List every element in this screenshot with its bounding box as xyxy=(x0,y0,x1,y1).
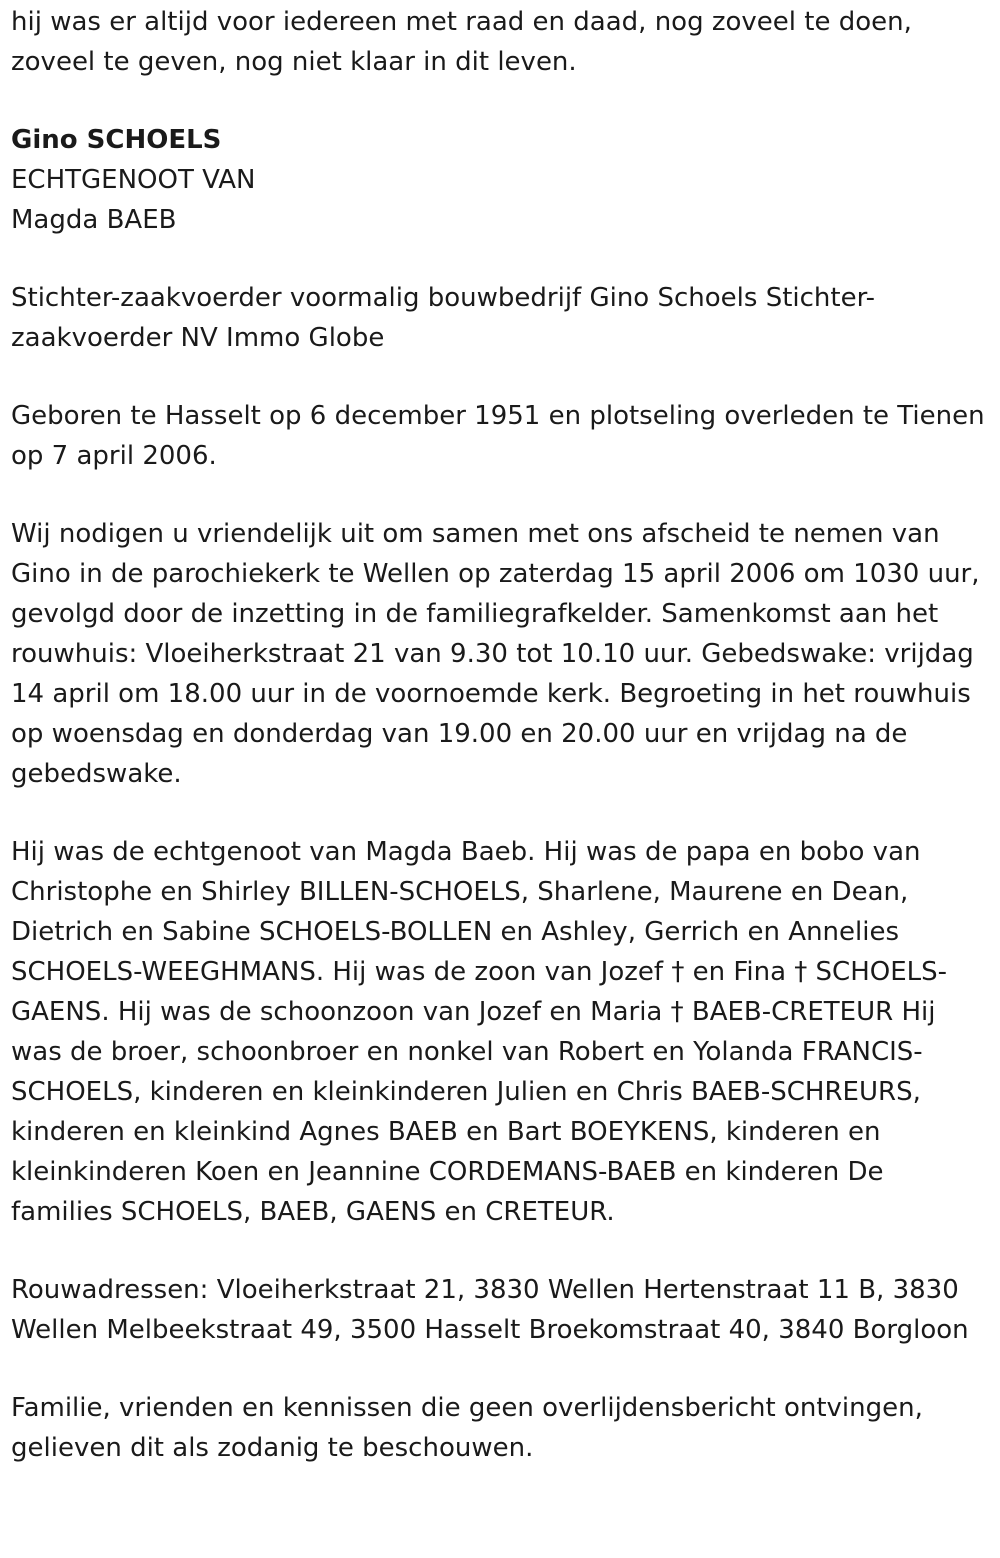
ceremony-text: Wij nodigen u vriendelijk uit om samen met ons afscheid te nemen van Gino in de parochiekerk te Wellen op zaterdag 15 april 2006 om 1030 uur, gevolgd door de inzetting in de familiegrafkelder. Samenkomst aan het rouwhuis: Vloeiherkstraat 21 van 9.30 tot 10.10 uur. Gebedswake: vrijdag 14 april om 18.00 uur in de voornoemde kerk. Begroeting in het rouwhuis op woensdag en donderdag van 19.00 en 20.00 uur en vrijdag na de gebedswake. xyxy=(11,519,980,789)
birth-death-text: Geboren te Hasselt op 6 december 1951 en plotseling overleden te Tienen op 7 april 2006. xyxy=(11,401,985,471)
deceased-header xyxy=(11,120,990,240)
spouse-name: Magda BAEB xyxy=(11,205,177,235)
addresses-text: Rouwadressen: Vloeiherkstraat 21, 3830 Wellen Hertenstraat 11 B, 3830 Wellen Melbeekstraat 49, 3500 Hasselt Broekomstraat 40, 3840 Borgloon xyxy=(11,1275,969,1345)
closing-text: Familie, vrienden en kennissen die geen overlijdensbericht ontvingen, gelieven dit als zodanig te beschouwen. xyxy=(11,1393,923,1463)
occupation-text: Stichter-zaakvoerder voormalig bouwbedrijf Gino Schoels Stichter-zaakvoerder NV Immo Globe xyxy=(11,283,875,353)
family-text: Hij was de echtgenoot van Magda Baeb. Hij was de papa en bobo van Christophe en Shirley BILLEN-SCHOELS, Sharlene, Maurene en Dean, Dietrich en Sabine SCHOELS-BOLLEN en Ashley, Gerrich en Annelies SCHOELS-WEEGHMANS. Hij was de zoon van Jozef † en Fina † SCHOELS-GAENS. Hij was de schoonzoon van Jozef en Maria † BAEB-CRETEUR Hij was de broer, schoonbroer en nonkel van Robert en Yolanda FRANCIS-SCHOELS, kinderen en kleinkinderen Julien en Chris BAEB-SCHREURS, kinderen en kleinkind Agnes BAEB en Bart BOEYKENS, kinderen en kleinkinderen Koen en Jeannine CORDEMANS-BAEB en kinderen De families SCHOELS, BAEB, GAENS en CRETEUR. xyxy=(11,837,948,1227)
deceased-name: Gino SCHOELS xyxy=(11,125,222,155)
intro-text: hij was er altijd voor iedereen met raad en daad, nog zoveel te doen, zoveel te geven, nog niet klaar in dit leven. xyxy=(11,7,912,77)
relation-label: ECHTGENOOT VAN xyxy=(11,165,256,195)
